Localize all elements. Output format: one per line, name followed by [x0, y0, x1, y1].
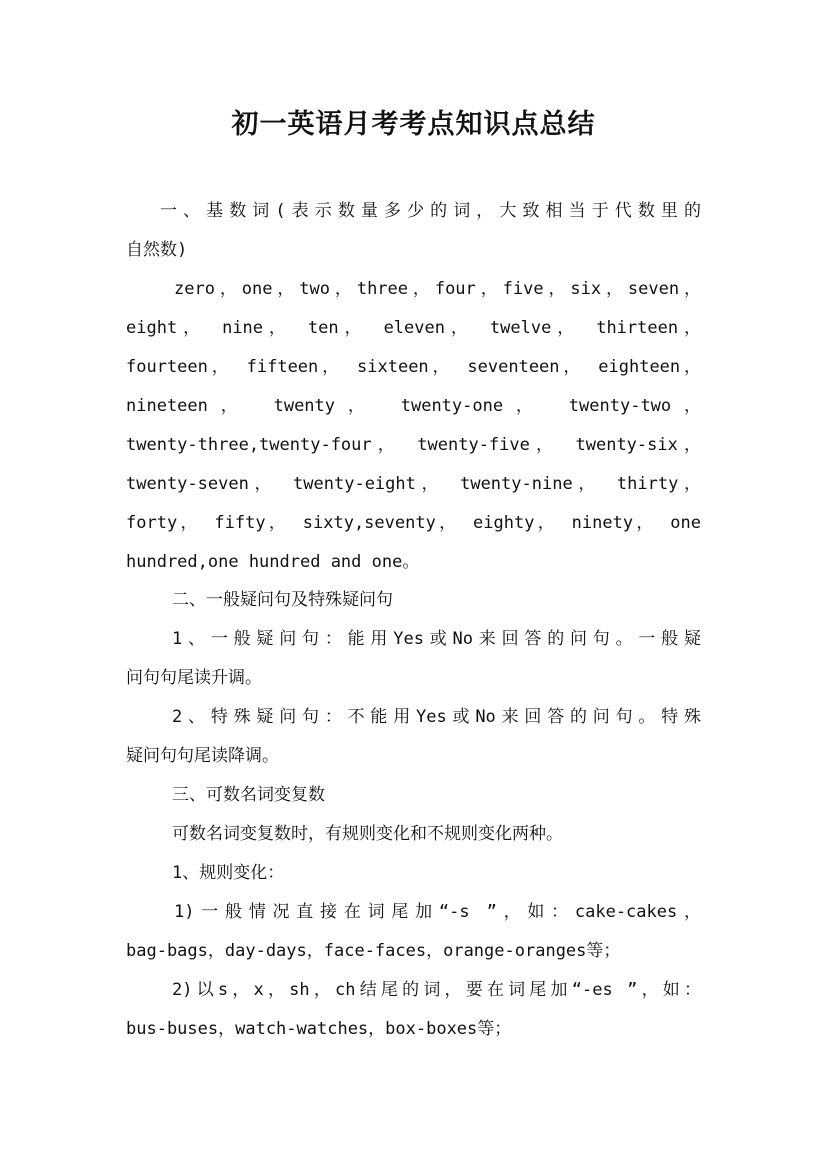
section-1-heading-line-2: 自然数)	[126, 240, 188, 260]
numbers-line-4: nineteen， twenty， twenty-one， twenty-two，	[126, 396, 701, 416]
section-2-heading-text: 二、一般疑问句及特殊疑问句	[172, 590, 393, 610]
numbers-line-1: zero，one，two，three，four，five，six，seven，	[174, 279, 701, 299]
section-3-r1-line-1: 1)一般情况直接在词尾加“-s ”，如：cake-cakes，	[174, 902, 701, 922]
numbers-paragraph	[126, 270, 701, 582]
numbers-line-8: hundred,one hundred and one。	[126, 552, 420, 572]
section-3-r1-line-2: bag-bags，day-days，face-faces，orange-oranges等；	[126, 941, 621, 961]
numbers-line-3: fourteen， fifteen， sixteen， seventeen， eighteen，	[126, 357, 701, 377]
section-3-r2-line-2: bus-buses，watch-watches，box-boxes等；	[126, 1019, 512, 1039]
section-2-paragraph-2	[126, 698, 701, 776]
section-3-rule-1-text: 1、规则变化：	[172, 863, 285, 883]
section-3-heading-text: 三、可数名词变复数	[172, 785, 325, 805]
section-3-rule-2-detail	[126, 971, 701, 1049]
section-3-rule-1-heading	[126, 854, 701, 893]
section-1-heading-line-1: 一、基数词(表示数量多少的词，大致相当于代数里的	[160, 201, 701, 221]
section-2-p2-line-2: 疑问句句尾读降调。	[126, 746, 279, 766]
section-2-p2-line-1: 2、特殊疑问句：不能用Yes或No来回答的问句。特殊	[172, 707, 701, 727]
section-2-p1-line-1: 1、一般疑问句：能用Yes或No来回答的问句。一般疑	[172, 629, 701, 649]
section-2-paragraph-1	[126, 620, 701, 698]
page-title: 初一英语月考考点知识点总结	[231, 109, 596, 140]
section-3-rule-1-detail	[126, 893, 701, 971]
section-3-intro	[126, 815, 701, 854]
numbers-line-7: forty， fifty， sixty,seventy， eighty， ninety， one	[126, 513, 701, 533]
numbers-line-6: twenty-seven， twenty-eight， twenty-nine， thirty，	[126, 474, 701, 494]
section-3-r2-line-1: 2)以s，x，sh，ch结尾的词，要在词尾加“-es ”，如：	[172, 980, 701, 1000]
numbers-line-5: twenty-three,twenty-four， twenty-five， twenty-six，	[126, 435, 701, 455]
section-2-p1-line-2: 问句句尾读升调。	[126, 668, 262, 688]
section-3-heading	[126, 776, 701, 815]
numbers-line-2: eight， nine， ten， eleven， twelve， thirteen，	[126, 318, 701, 338]
section-3-intro-text: 可数名词变复数时，有规则变化和不规则变化两种。	[172, 824, 563, 844]
section-1-heading	[126, 192, 701, 270]
section-2-heading	[126, 581, 701, 620]
